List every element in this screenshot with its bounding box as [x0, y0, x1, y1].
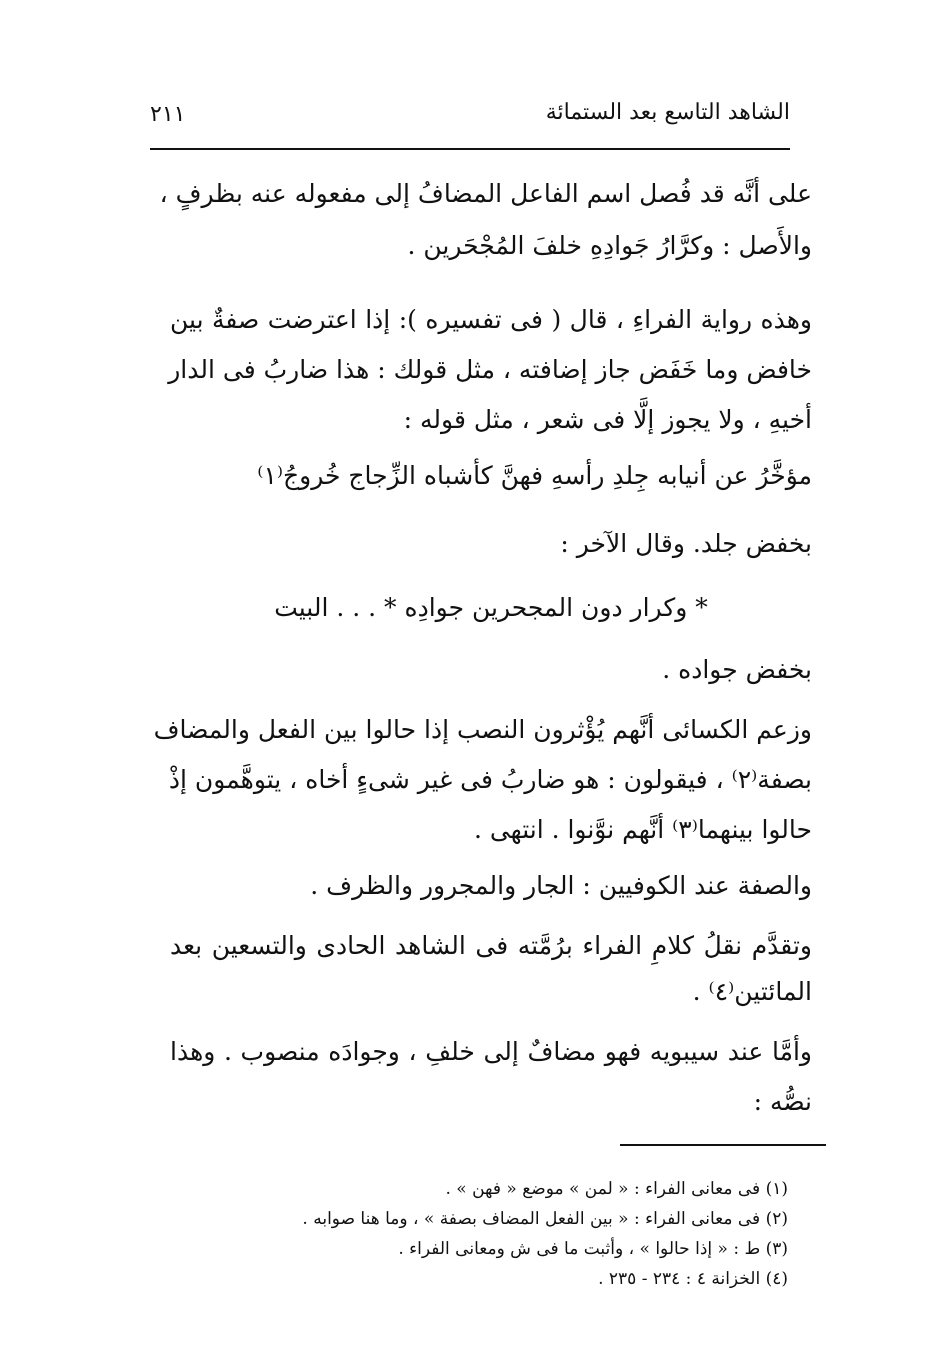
verse-line: * وكرار دون المجحرين جوادِه * . . . البيت [274, 593, 708, 622]
text-line: نصُّه : [753, 1087, 812, 1116]
footnote: (٢) فى معانى الفراء : « بين الفعل المضاف بصفة » ، وما هنا صوابه . [302, 1209, 788, 1229]
header-title: الشاهد التاسع بعد الستمائة [545, 100, 790, 125]
footnote: (٣) ط : « إذا حالوا » ، وأثبت ما فى ش ومعانى الفراء . [398, 1239, 788, 1259]
text-line: وهذه رواية الفراءِ ، قال ( فى تفسيره ): إذا اعترضت صفةٌ بين [170, 305, 812, 334]
page-number: ٢١١ [150, 102, 186, 127]
verse-line: مؤخَّرُ عن أنيابه جِلدِ رأسهِ فهنَّ كأشباه الزِّجاج خُروجُ⁽١⁾ [257, 461, 812, 490]
footnote-rule [620, 1144, 826, 1146]
text-line: بصفة⁽٢⁾ ، فيقولون : هو ضاربُ فى غير شىءٍ أخاه ، يتوهَّمون إذْ [168, 765, 812, 794]
text-line: بخفض جواده . [662, 655, 812, 684]
text-line: بخفض جلد. وقال الآخر : [560, 529, 812, 558]
text-line: حالوا بينهما⁽٣⁾ أنَّهم نوَّنوا . انتهى . [473, 815, 812, 844]
text-line: على أنَّه قد فُصل اسم الفاعل المضافُ إلى مفعوله عنه بظرفٍ ، [159, 179, 812, 208]
text-line: أخيهِ ، ولا يجوز إلَّا فى شعر ، مثل قوله : [403, 405, 812, 434]
text-line: وأمَّا عند سيبويه فهو مضافٌ إلى خلفِ ، وجوادَه منصوب . وهذا [170, 1037, 812, 1066]
text-line: وزعم الكسائى أنَّهم يُؤْثرون النصب إذا حالوا بين الفعل والمضاف [153, 715, 812, 744]
text-line: وتقدَّم نقلُ كلامِ الفراء برُمَّته فى الشاهد الحادى والتسعين بعد [170, 931, 812, 960]
text-line: والصفة عند الكوفيين : الجار والمجرور والظرف . [310, 871, 812, 900]
text-line: المائتين⁽٤⁾ . [692, 977, 812, 1006]
footnote: (٤) الخزانة ٤ : ٢٣٤ - ٢٣٥ . [598, 1269, 788, 1289]
running-header [150, 100, 790, 140]
header-rule [150, 148, 790, 150]
footnote: (١) فى معانى الفراء : « لمن » موضع « فهن » . [445, 1179, 788, 1199]
text-line: خافض وما خَفَض جاز إضافته ، مثل قولك : هذا ضاربُ فى الدار [168, 355, 812, 384]
text-line: والأَصل : وكرَّارُ جَوادِهِ خلفَ المُجْحَرين . [407, 231, 812, 260]
